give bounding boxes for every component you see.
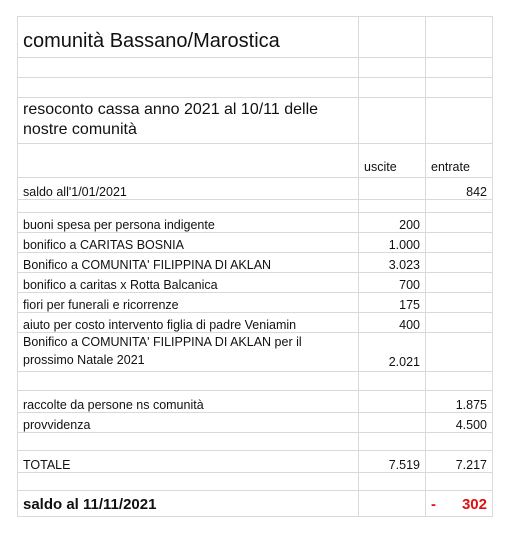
empty-cell[interactable]: [359, 98, 426, 144]
balance-row: [18, 491, 493, 517]
balance-label[interactable]: saldo al 11/11/2021: [18, 491, 359, 517]
blank-row: [18, 200, 493, 213]
blank-row: [18, 473, 493, 491]
opening-uscite[interactable]: [359, 178, 426, 200]
table-row: [18, 413, 493, 433]
balance-sign: -: [431, 496, 436, 513]
subtitle-row: [18, 98, 493, 144]
blank-row: [18, 78, 493, 98]
table-row: [18, 293, 493, 313]
empty-cell[interactable]: [426, 17, 493, 58]
opening-row: [18, 178, 493, 200]
empty-cell[interactable]: [18, 473, 359, 491]
table-row: [18, 253, 493, 273]
expense-label[interactable]: Bonifico a COMUNITA' FILIPPINA DI AKLAN: [18, 253, 359, 273]
empty-cell[interactable]: [18, 372, 359, 391]
empty-cell[interactable]: [359, 491, 426, 517]
empty-cell[interactable]: [426, 98, 493, 144]
table-row: [18, 273, 493, 293]
income-entrate[interactable]: 4.500: [426, 413, 493, 433]
expense-entrate[interactable]: [426, 313, 493, 333]
expense-entrate[interactable]: [426, 213, 493, 233]
empty-cell[interactable]: [426, 473, 493, 491]
table-row: [18, 213, 493, 233]
table-row: [18, 313, 493, 333]
sheet-title[interactable]: comunità Bassano/Marostica: [18, 17, 359, 58]
empty-cell[interactable]: [359, 78, 426, 98]
empty-cell[interactable]: [359, 372, 426, 391]
expense-label[interactable]: aiuto per costo intervento figlia di padre Veniamin: [18, 313, 359, 333]
income-uscite[interactable]: [359, 413, 426, 433]
expense-entrate[interactable]: [426, 253, 493, 273]
table-row: [18, 333, 493, 372]
cash-report-table: [17, 16, 493, 517]
expense-uscite[interactable]: 400: [359, 313, 426, 333]
empty-cell[interactable]: [359, 200, 426, 213]
income-uscite[interactable]: [359, 391, 426, 413]
empty-cell[interactable]: [359, 473, 426, 491]
title-row: [18, 17, 493, 58]
header-entrate[interactable]: entrate: [426, 144, 493, 178]
table-row: [18, 391, 493, 413]
expense-label[interactable]: fiori per funerali e ricorrenze: [18, 293, 359, 313]
balance-value: 302: [461, 496, 487, 513]
blank-row: [18, 372, 493, 391]
balance-value-cell[interactable]: [426, 491, 493, 517]
empty-cell[interactable]: [18, 433, 359, 451]
sheet-subtitle[interactable]: resoconto cassa anno 2021 al 10/11 delle nostre comunità: [18, 98, 359, 144]
empty-cell[interactable]: [359, 433, 426, 451]
empty-cell[interactable]: [18, 144, 359, 178]
empty-cell[interactable]: [359, 58, 426, 78]
expense-entrate[interactable]: [426, 233, 493, 253]
empty-cell[interactable]: [18, 58, 359, 78]
empty-cell[interactable]: [359, 17, 426, 58]
empty-cell[interactable]: [18, 200, 359, 213]
table-row: [18, 233, 493, 253]
expense-uscite[interactable]: 200: [359, 213, 426, 233]
income-label[interactable]: provvidenza: [18, 413, 359, 433]
header-uscite[interactable]: uscite: [359, 144, 426, 178]
blank-row: [18, 433, 493, 451]
total-entrate[interactable]: 7.217: [426, 451, 493, 473]
opening-entrate[interactable]: 842: [426, 178, 493, 200]
expense-uscite[interactable]: 1.000: [359, 233, 426, 253]
empty-cell[interactable]: [426, 78, 493, 98]
header-row: [18, 144, 493, 178]
expense-uscite[interactable]: 2.021: [359, 333, 426, 372]
empty-cell[interactable]: [426, 372, 493, 391]
expense-label[interactable]: buoni spesa per persona indigente: [18, 213, 359, 233]
income-label[interactable]: raccolte da persone ns comunità: [18, 391, 359, 413]
expense-uscite[interactable]: 175: [359, 293, 426, 313]
empty-cell[interactable]: [426, 58, 493, 78]
income-entrate[interactable]: 1.875: [426, 391, 493, 413]
empty-cell[interactable]: [18, 78, 359, 98]
expense-label[interactable]: Bonifico a COMUNITA' FILIPPINA DI AKLAN per il prossimo Natale 2021: [18, 333, 359, 372]
expense-entrate[interactable]: [426, 273, 493, 293]
expense-entrate[interactable]: [426, 293, 493, 313]
expense-label[interactable]: bonifico a caritas x Rotta Balcanica: [18, 273, 359, 293]
expense-label[interactable]: bonifico a CARITAS BOSNIA: [18, 233, 359, 253]
expense-entrate[interactable]: [426, 333, 493, 372]
expense-uscite[interactable]: 3.023: [359, 253, 426, 273]
empty-cell[interactable]: [426, 433, 493, 451]
total-row: [18, 451, 493, 473]
total-uscite[interactable]: 7.519: [359, 451, 426, 473]
empty-cell[interactable]: [426, 200, 493, 213]
expense-uscite[interactable]: 700: [359, 273, 426, 293]
opening-label[interactable]: saldo all'1/01/2021: [18, 178, 359, 200]
blank-row: [18, 58, 493, 78]
total-label[interactable]: TOTALE: [18, 451, 359, 473]
